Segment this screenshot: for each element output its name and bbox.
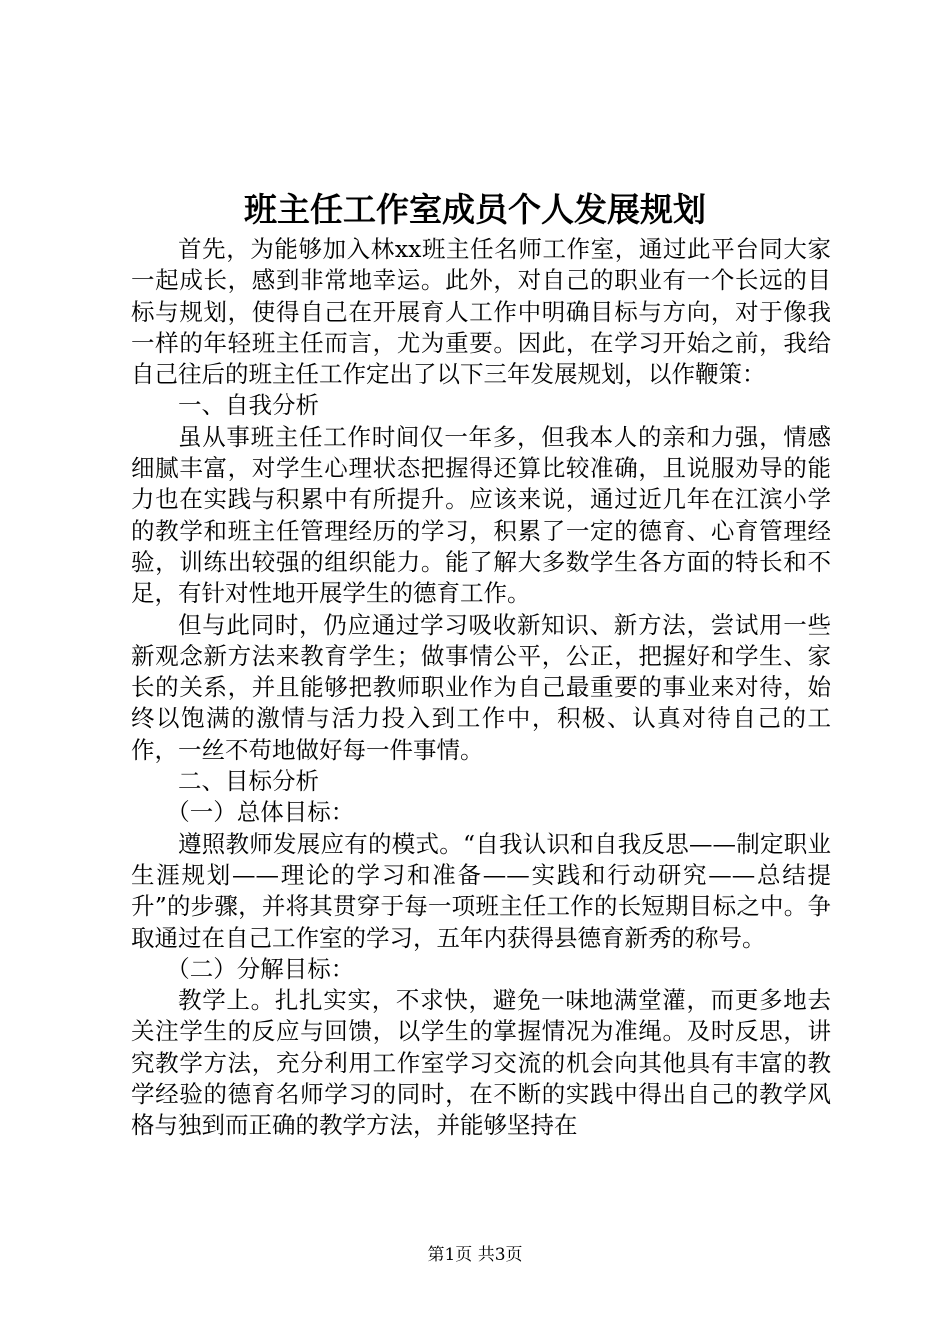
paragraph-overall-goal: 遵照教师发展应有的模式。“自我认识和自我反思——制定职业生涯规划——理论的学习和准备——实践和行动研究——总结提升”的步骤，并将其贯穿于每一项班主任工作的长短期目标之中。争取通过在自己工作室的学习，五年内获得县德育新秀的称号。 — [131, 829, 831, 952]
document-title: 班主任工作室成员个人发展规划 — [244, 190, 706, 229]
paragraph-self-analysis-1: 虽从事班主任工作时间仅一年多，但我本人的亲和力强，情感细腻丰富，对学生心理状态把握得还算比较准确，且说服劝导的能力也在实践与积累中有所提升。应该来说，通过近几年在江滨小学的教学和班主任管理经历的学习，积累了一定的德育、心育管理经验，训练出较强的组织能力。能了解大多数学生各方面的特长和不足，有针对性地开展学生的德育工作。 — [131, 422, 831, 608]
subsection-heading-overall-goal: （一）总体目标： — [166, 798, 355, 827]
section-heading-goal-analysis: 二、目标分析 — [178, 767, 319, 796]
subsection-heading-sub-goals: （二）分解目标： — [166, 954, 355, 983]
paragraph-intro: 首先，为能够加入林xx班主任名师工作室，通过此平台同大家一起成长，感到非常地幸运。此外，对自己的职业有一个长远的目标与规划，使得自己在开展育人工作中明确目标与方向，对于像我一样的年轻班主任而言，尤为重要。因此，在学习开始之前，我给自己往后的班主任工作定出了以下三年发展规划，以作鞭策： — [131, 235, 831, 389]
paragraph-self-analysis-2: 但与此同时，仍应通过学习吸收新知识、新方法，尝试用一些新观念新方法来教育学生；做事情公平，公正，把握好和学生、家长的关系，并且能够把教师职业作为自己最重要的事业来对待，始终以饱满的激情与活力投入到工作中，积极、认真对待自己的工作，一丝不苟地做好每一件事情。 — [131, 610, 831, 764]
section-heading-self-analysis: 一、自我分析 — [178, 391, 319, 420]
paragraph-teaching-goal: 教学上。扎扎实实，不求快，避免一味地满堂灌，而更多地去关注学生的反应与回馈，以学生的掌握情况为准绳。及时反思，讲究教学方法，充分利用工作室学习交流的机会向其他具有丰富的教学经验的德育名师学习的同时，在不断的实践中得出自己的教学风格与独到而正确的教学方法，并能够坚持在 — [131, 986, 831, 1140]
document-body — [131, 234, 831, 1142]
page-footer: 第1页 共3页 — [427, 1245, 523, 1265]
